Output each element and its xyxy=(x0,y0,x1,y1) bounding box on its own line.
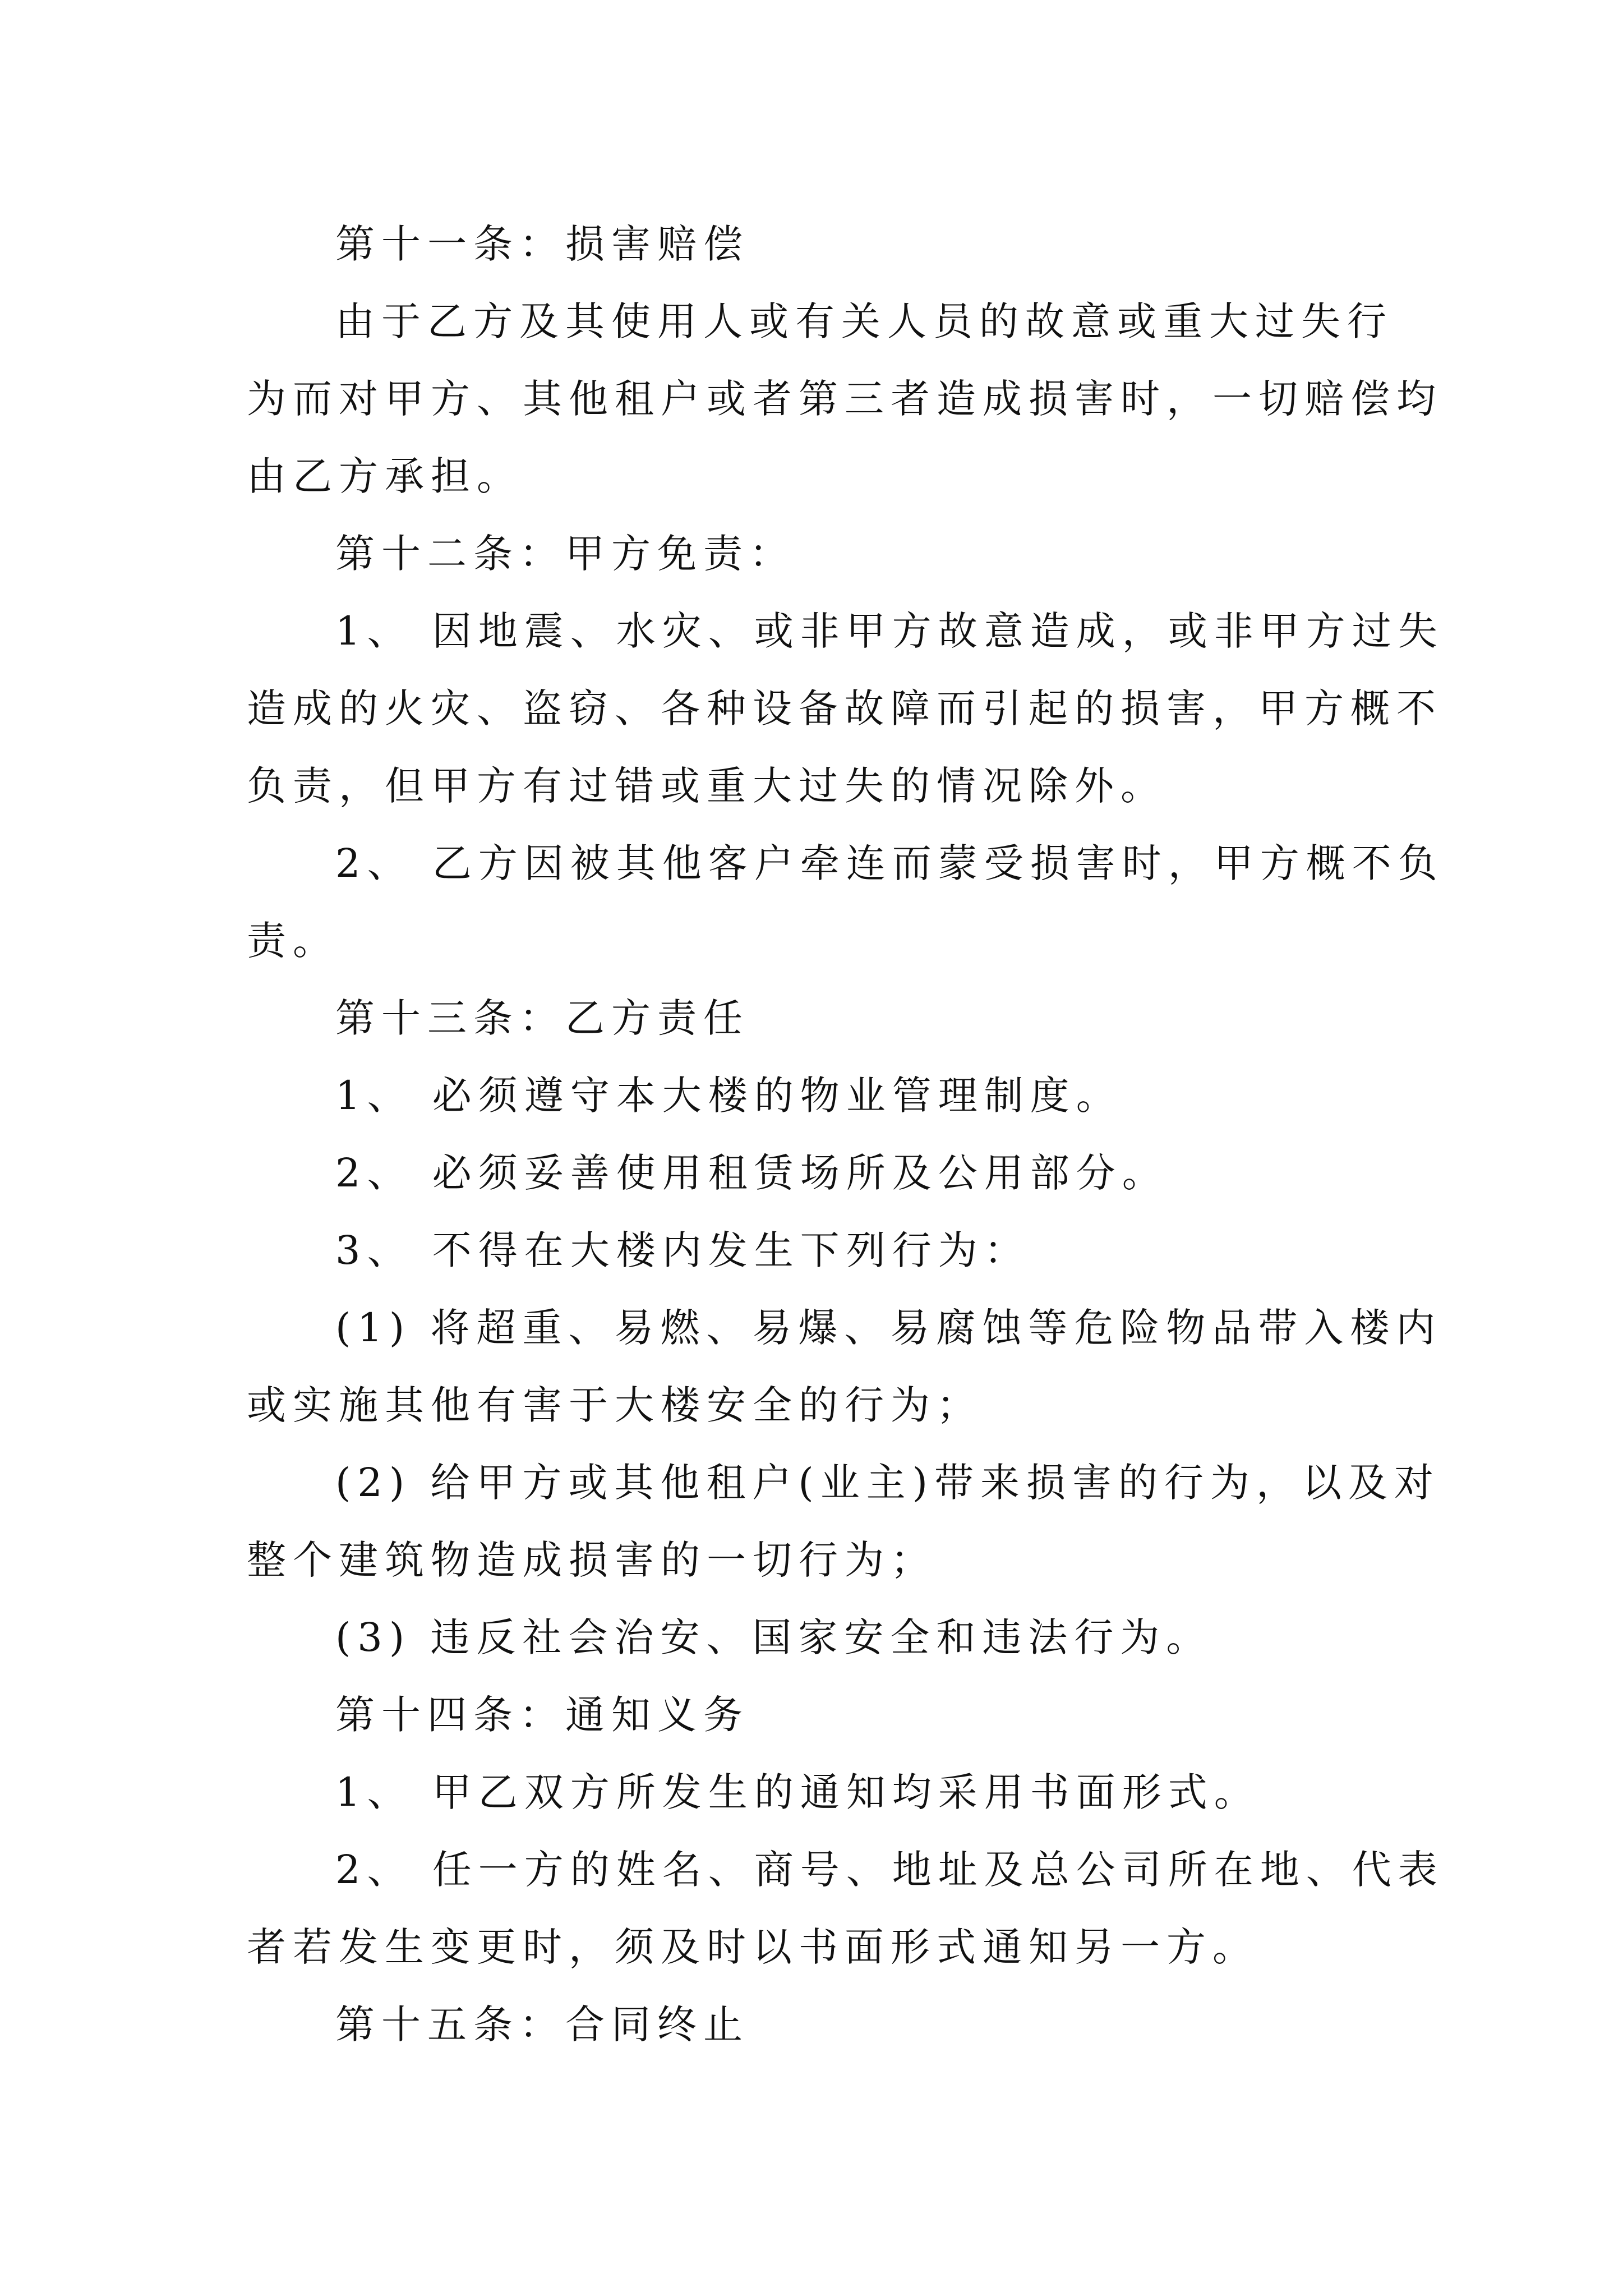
article-14-heading: 第十四条：通知义务 xyxy=(335,1692,749,1738)
article-13-subitem-line: (1) 将超重、易燃、易爆、易腐蚀等危险物品带入楼内 xyxy=(335,1305,1442,1351)
article-15-heading: 第十五条：合同终止 xyxy=(335,2001,749,2047)
article-13-subitem-line: 或实施其他有害于大楼安全的行为； xyxy=(247,1382,983,1428)
article-14-item-line: 者若发生变更时，须及时以书面形式通知另一方。 xyxy=(247,1924,1258,1970)
article-12-item-line: 2、 乙方因被其他客户牵连而蒙受损害时，甲方概不负 xyxy=(335,840,1444,886)
article-11-text-line: 为而对甲方、其他租户或者第三者造成损害时，一切赔偿均 xyxy=(247,376,1442,422)
article-13-heading: 第十三条：乙方责任 xyxy=(335,995,749,1041)
article-14-item-line: 2、 任一方的姓名、商号、地址及总公司所在地、代表 xyxy=(335,1847,1444,1893)
article-11-heading: 第十一条：损害赔偿 xyxy=(335,221,749,267)
article-12-heading: 第十二条：甲方免责： xyxy=(335,531,795,577)
article-13-subitem-line: (2) 给甲方或其他租户(业主)带来损害的行为，以及对 xyxy=(335,1460,1441,1506)
article-14-item-line: 1、 甲乙双方所发生的通知均采用书面形式。 xyxy=(335,1769,1260,1815)
article-12-item-line: 1、 因地震、水灾、或非甲方故意造成，或非甲方过失 xyxy=(335,608,1444,654)
article-11-text-line: 由乙方承担。 xyxy=(247,453,523,499)
article-12-item-line: 负责，但甲方有过错或重大过失的情况除外。 xyxy=(247,763,1166,809)
article-13-item-line: 2、 必须妥善使用租赁场所及公用部分。 xyxy=(335,1150,1168,1196)
article-12-item-line: 造成的火灾、盗窃、各种设备故障而引起的损害，甲方概不 xyxy=(247,685,1442,731)
article-13-subitem-line: 整个建筑物造成损害的一切行为； xyxy=(247,1537,937,1583)
article-11-text-line: 由于乙方及其使用人或有关人员的故意或重大过失行 xyxy=(335,298,1393,344)
article-12-item-line: 责。 xyxy=(247,918,339,964)
article-13-subitem-line: (3) 违反社会治安、国家安全和违法行为。 xyxy=(335,1614,1212,1660)
article-13-item-line: 1、 必须遵守本大楼的物业管理制度。 xyxy=(335,1073,1122,1119)
article-13-item-line: 3、 不得在大楼内发生下列行为： xyxy=(335,1227,1030,1273)
